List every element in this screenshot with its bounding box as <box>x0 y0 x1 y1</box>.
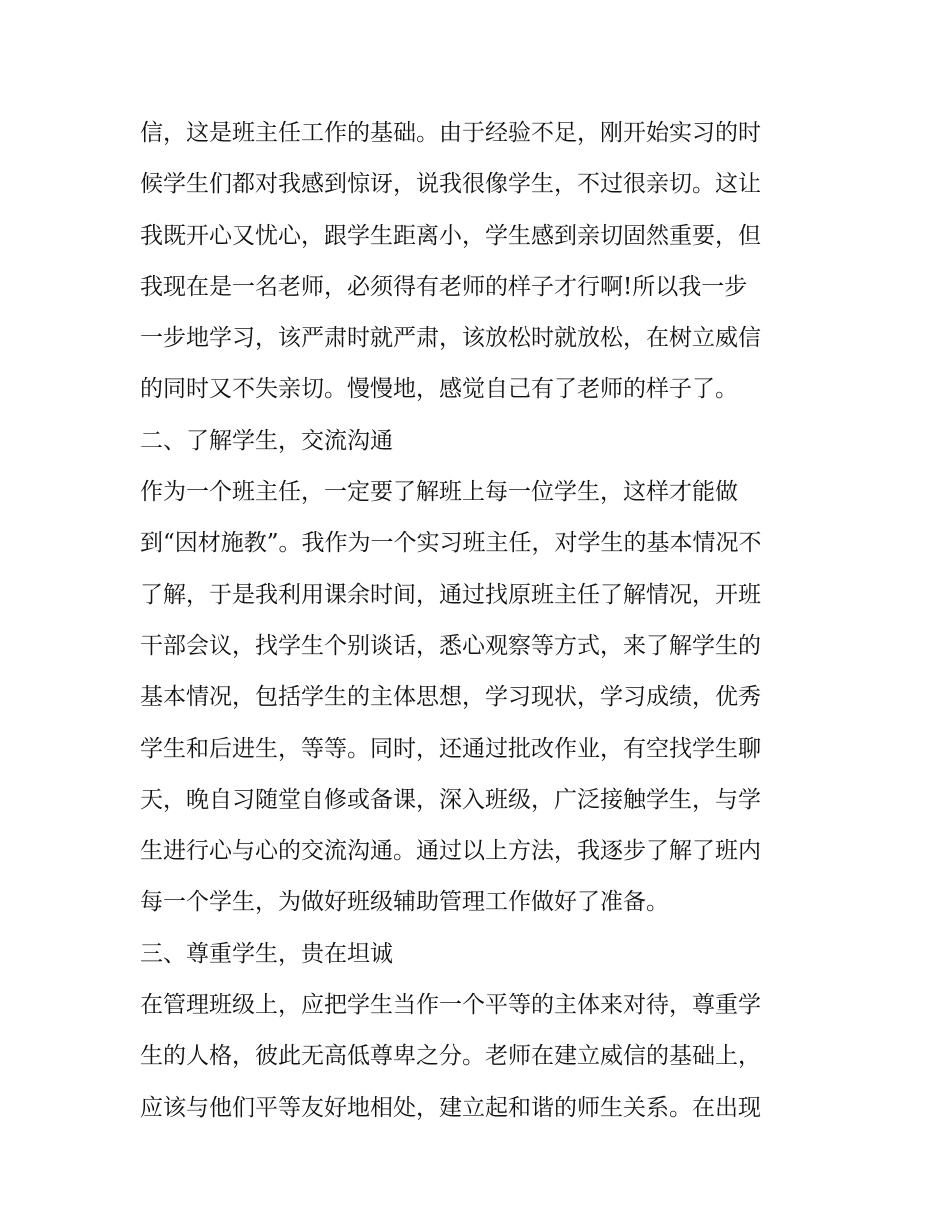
text-line: 生进行心与心的交流沟通。通过以上方法，我逐步了解了班内 <box>140 838 761 865</box>
text-line: 生的人格，彼此无高低尊卑之分。老师在建立威信的基础上， <box>140 1043 761 1070</box>
text-line: 一步地学习，该严肃时就严肃，该放松时就放松，在树立威信 <box>140 325 761 352</box>
text-line: 干部会议，找学生个别谈话，悉心观察等方式，来了解学生的 <box>140 632 761 659</box>
section-heading: 二、了解学生，交流沟通 <box>140 427 393 454</box>
text-line: 作为一个班主任，一定要了解班上每一位学生，这样才能做 <box>140 479 738 506</box>
text-line: 信，这是班主任工作的基础。由于经验不足，刚开始实习的时 <box>140 120 761 146</box>
text-line: 应该与他们平等友好地相处，建立起和谐的师生关系。在出现 <box>140 1094 761 1121</box>
body-text <box>140 108 830 1134</box>
text-line: 候学生们都对我感到惊讶，说我很像学生，不过很亲切。这让 <box>140 171 761 198</box>
text-line: 了解，于是我利用课余时间，通过找原班主任了解情况，开班 <box>140 581 761 608</box>
text-line: 天，晚自习随堂自修或备课，深入班级，广泛接触学生，与学 <box>140 786 761 813</box>
text-line: 我现在是一名老师，必须得有老师的样子才行啊!所以我一步 <box>140 273 748 300</box>
text-line: 的同时又不失亲切。慢慢地，感觉自己有了老师的样子了。 <box>140 376 738 403</box>
text-line: 我既开心又忧心，跟学生距离小，学生感到亲切固然重要，但 <box>140 222 761 249</box>
text-line: 在管理班级上，应把学生当作一个平等的主体来对待，尊重学 <box>140 992 761 1019</box>
text-line: 基本情况，包括学生的主体思想，学习现状，学习成绩，优秀 <box>140 684 761 711</box>
text-line: 每一个学生，为做好班级辅助管理工作做好了准备。 <box>140 889 669 916</box>
section-heading: 三、尊重学生，贵在坦诚 <box>140 940 393 967</box>
text-line: 学生和后进生，等等。同时，还通过批改作业，有空找学生聊 <box>140 735 761 762</box>
text-line: 到“因材施教”。我作为一个实习班主任，对学生的基本情况不 <box>140 530 762 557</box>
